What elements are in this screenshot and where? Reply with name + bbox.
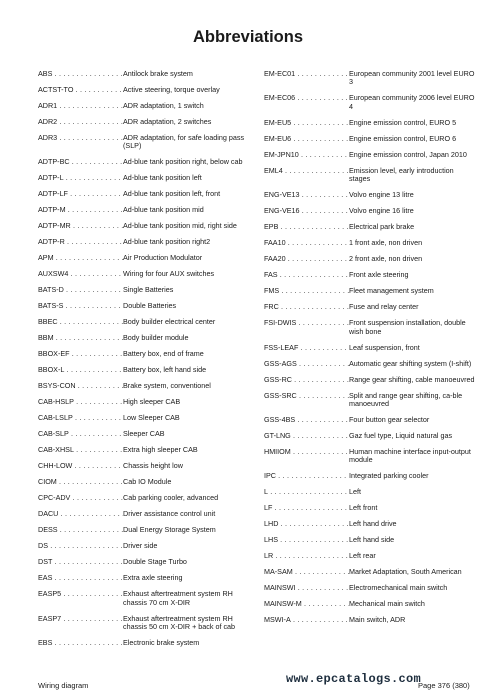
abbreviation-entry — [38, 446, 253, 454]
abbreviation-description: European community 2001 level EURO 3 — [349, 69, 475, 87]
abbreviation-description: Automatic gear shifting system (I-shift) — [349, 358, 472, 368]
abbreviation-entry — [38, 222, 253, 230]
abbreviation-entry — [38, 526, 253, 534]
abbreviation-description: Gaz fuel type, Liquid natural gas — [349, 431, 453, 441]
footer-document-title: Wiring diagram — [38, 681, 89, 690]
abbreviation-code: BBM . . . — [38, 334, 123, 342]
abbreviation-description: Left rear — [349, 551, 376, 561]
abbreviation-entry — [38, 510, 253, 518]
abbreviation-entry — [264, 167, 476, 184]
abbreviation-entry — [264, 488, 476, 496]
abbreviation-description: Electronic brake system — [123, 638, 200, 648]
abbreviation-code: EM-EU5 . . . — [264, 119, 349, 127]
abbreviation-entry — [264, 151, 476, 159]
abbreviation-entry — [264, 119, 476, 127]
abbreviation-code: CAB-LSLP . . . — [38, 414, 123, 422]
abbreviation-code: EM-EU6 . . . — [264, 135, 349, 143]
abbreviation-code: LR . . . — [264, 552, 349, 560]
abbreviation-entry — [38, 414, 253, 422]
abbreviation-description: ADR adaptation, 2 switches — [123, 117, 212, 126]
abbreviation-description: Engine emission control, EURO 6 — [349, 133, 457, 143]
abbreviation-code: FAA10 . . . — [264, 239, 349, 247]
abbreviation-description: Left — [349, 487, 361, 497]
abbreviation-code: CIOM . . . — [38, 478, 123, 486]
abbreviation-code: GSS-SRC . . . — [264, 392, 349, 400]
abbreviation-description: Cab IO Module — [123, 477, 172, 487]
abbreviation-code: FSS-LEAF . . . — [264, 344, 349, 352]
abbreviation-entry — [38, 478, 253, 486]
abbreviation-code: ADTP-MR . . . — [38, 222, 123, 230]
abbreviation-code: ADTP-R . . . — [38, 238, 123, 246]
abbreviation-description: Human machine interface input-output module — [349, 447, 471, 465]
abbreviation-entry — [38, 430, 253, 438]
abbreviation-code: BSYS-CON . . . — [38, 382, 123, 390]
abbreviation-entry — [264, 271, 476, 279]
abbreviation-description: Volvo engine 13 litre — [349, 190, 414, 200]
abbreviation-code: BATS-S . . . — [38, 302, 123, 310]
abbreviation-description: Body builder module — [123, 333, 189, 343]
abbreviation-entry — [264, 94, 476, 111]
abbreviation-entry — [38, 270, 253, 278]
abbreviation-entry — [38, 102, 253, 110]
abbreviation-entry — [264, 616, 476, 624]
abbreviation-description: Emission level, early introduction stages — [349, 165, 454, 184]
abbreviation-code: EBS . . . — [38, 639, 123, 647]
abbreviation-description: Ad-blue tank position right, below cab — [123, 157, 243, 167]
abbreviation-description: ADR adaptation, for safe loading pass (SLP) — [123, 133, 245, 151]
abbreviation-description: Sleeper CAB — [123, 429, 165, 439]
abbreviation-description: Ad-blue tank position mid, right side — [123, 221, 237, 231]
page-title: Abbreviations — [192, 28, 304, 46]
abbreviation-description: Leaf suspension, front — [349, 342, 420, 352]
abbreviation-code: APM . . . — [38, 254, 123, 262]
abbreviation-entry — [38, 639, 253, 647]
abbreviation-entry — [38, 86, 253, 94]
abbreviation-code: MSWI-A . . . — [264, 616, 349, 624]
abbreviation-entry — [264, 191, 476, 199]
abbreviation-entry — [38, 350, 253, 358]
right-column — [264, 70, 476, 632]
abbreviation-description: Left front — [349, 503, 378, 513]
abbreviation-description: Extra axle steering — [123, 573, 183, 583]
abbreviation-description: Ad-blue tank position mid — [123, 205, 204, 215]
abbreviation-code: GSS-AGS . . . — [264, 360, 349, 368]
abbreviation-code: ADR2 . . . — [38, 118, 123, 126]
abbreviation-code: CPC-ADV . . . — [38, 494, 123, 502]
abbreviation-entry — [264, 392, 476, 409]
abbreviation-code: LHD . . . — [264, 520, 349, 528]
abbreviation-description: Wiring for four AUX switches — [123, 269, 215, 279]
abbreviation-entry — [264, 552, 476, 560]
abbreviation-code: MAINSWI . . . — [264, 584, 349, 592]
abbreviation-entry — [264, 584, 476, 592]
abbreviation-entry — [38, 134, 253, 151]
abbreviation-description: 2 front axle, non driven — [349, 254, 423, 264]
abbreviation-description: Engine emission control, EURO 5 — [349, 117, 457, 127]
abbreviation-entry — [38, 158, 253, 166]
abbreviation-code: FMS . . . — [264, 287, 349, 295]
abbreviation-description: Cab parking cooler, advanced — [123, 493, 219, 503]
abbreviation-code: LHS . . . — [264, 536, 349, 544]
abbreviation-description: Double Batteries — [123, 301, 177, 311]
abbreviation-code: ADR1 . . . — [38, 102, 123, 110]
abbreviation-code: ABS . . . — [38, 70, 123, 78]
abbreviation-code: BBOX-L . . . — [38, 366, 123, 374]
abbreviation-code: BBEC . . . — [38, 318, 123, 326]
abbreviation-description: Driver side — [123, 541, 158, 551]
abbreviation-description: Electromechanical main switch — [349, 583, 448, 593]
abbreviation-code: EML4 . . . — [264, 167, 349, 175]
abbreviation-code: GSS-RC . . . — [264, 376, 349, 384]
abbreviation-entry — [264, 303, 476, 311]
abbreviation-entry — [38, 382, 253, 390]
abbreviation-entry — [38, 574, 253, 582]
abbreviation-code: EPB . . . — [264, 223, 349, 231]
abbreviation-entry — [38, 190, 253, 198]
abbreviation-code: DST . . . — [38, 558, 123, 566]
abbreviation-description: Volvo engine 16 litre — [349, 206, 414, 216]
abbreviation-code: FRC . . . — [264, 303, 349, 311]
abbreviation-description: Left hand side — [349, 535, 395, 545]
abbreviation-code: EASP7 . . . — [38, 615, 123, 623]
abbreviation-entry — [38, 398, 253, 406]
abbreviation-description: Main switch, ADR — [349, 615, 406, 625]
abbreviation-description: Left hand drive — [349, 519, 397, 529]
abbreviation-code: FAA20 . . . — [264, 255, 349, 263]
abbreviation-description: Ad-blue tank position left — [123, 173, 202, 183]
abbreviation-code: DS . . . — [38, 542, 123, 550]
abbreviation-code: EM-EC06 . . . — [264, 94, 349, 102]
abbreviation-entry — [38, 206, 253, 214]
abbreviation-entry — [38, 286, 253, 294]
abbreviation-code: ADR3 . . . — [38, 134, 123, 142]
abbreviation-entry — [264, 135, 476, 143]
abbreviation-description: Electrical park brake — [349, 222, 415, 232]
abbreviation-code: ENG-VE16 . . . — [264, 207, 349, 215]
abbreviation-description: 1 front axle, non driven — [349, 238, 423, 248]
abbreviation-code: GSS-4BS . . . — [264, 416, 349, 424]
abbreviation-entry — [264, 520, 476, 528]
abbreviation-code: EM-EC01 . . . — [264, 70, 349, 78]
abbreviation-entry — [38, 542, 253, 550]
abbreviation-description: Battery box, left hand side — [123, 365, 207, 375]
abbreviation-entry — [264, 207, 476, 215]
abbreviation-code: FSI-DWIS . . . — [264, 319, 349, 327]
abbreviation-description: Fuse and relay center — [349, 302, 419, 312]
abbreviation-description: Engine emission control, Japan 2010 — [349, 149, 467, 159]
abbreviation-entry — [264, 600, 476, 608]
abbreviation-description: Front axle steering — [349, 270, 409, 280]
abbreviation-description: Chassis height low — [123, 461, 183, 471]
abbreviation-description: Fleet management system — [349, 286, 434, 296]
abbreviation-code: AUXSW4 . . . — [38, 270, 123, 278]
abbreviation-entry — [264, 239, 476, 247]
abbreviation-description: Range gear shifting, cable manoeuvred — [349, 374, 475, 384]
abbreviation-description: Battery box, end of frame — [123, 349, 204, 359]
abbreviation-entry — [38, 462, 253, 470]
abbreviation-description: Air Production Modulator — [123, 253, 203, 263]
abbreviation-entry — [264, 448, 476, 465]
abbreviation-code: HMIIOM . . . — [264, 448, 349, 456]
abbreviation-code: EASP5 . . . — [38, 590, 123, 598]
abbreviation-description: High sleeper CAB — [123, 397, 181, 407]
abbreviation-entry — [264, 223, 476, 231]
abbreviation-code: ENG-VE13 . . . — [264, 191, 349, 199]
abbreviation-code: MAINSW-M . . . — [264, 600, 349, 608]
abbreviation-description: Exhaust aftertreatment system RH chassis 50 cm X-DIR + back of cab — [123, 613, 236, 632]
abbreviation-entry — [38, 174, 253, 182]
abbreviation-entry — [38, 366, 253, 374]
abbreviation-description: ADR adaptation, 1 switch — [123, 101, 204, 110]
left-column — [38, 70, 253, 655]
abbreviation-description: Driver assistance control unit — [123, 509, 216, 519]
abbreviation-code: EAS . . . — [38, 574, 123, 582]
abbreviation-description: Antilock brake system — [123, 69, 193, 78]
abbreviation-code: EM-JPN10 . . . — [264, 151, 349, 159]
abbreviation-code: L . . . — [264, 488, 349, 496]
abbreviation-entry — [264, 432, 476, 440]
abbreviation-code: CHH-LOW . . . — [38, 462, 123, 470]
abbreviation-entry — [38, 238, 253, 246]
abbreviation-entry — [264, 255, 476, 263]
abbreviation-entry — [264, 416, 476, 424]
abbreviation-description: Ad-blue tank position left, front — [123, 189, 221, 199]
abbreviation-code: DACU . . . — [38, 510, 123, 518]
abbreviation-code: IPC . . . — [264, 472, 349, 480]
abbreviation-code: ADTP-BC . . . — [38, 158, 123, 166]
abbreviation-description: Double Stage Turbo — [123, 557, 187, 567]
abbreviation-entry — [38, 494, 253, 502]
abbreviation-code: DESS . . . — [38, 526, 123, 534]
abbreviation-code: ADTP-LF . . . — [38, 190, 123, 198]
abbreviation-entry — [264, 344, 476, 352]
abbreviation-entry — [38, 590, 253, 607]
abbreviation-entry — [38, 302, 253, 310]
abbreviation-entry — [264, 319, 476, 336]
abbreviation-code: CAB-HSLP . . . — [38, 398, 123, 406]
abbreviation-entry — [38, 615, 253, 632]
abbreviation-description: European community 2006 level EURO 4 — [349, 93, 475, 111]
abbreviation-code: BBOX-EF . . . — [38, 350, 123, 358]
abbreviation-description: Market Adaptation, South American — [349, 567, 462, 577]
abbreviation-entry — [38, 70, 253, 78]
abbreviation-description: Ad-blue tank position right2 — [123, 237, 211, 247]
abbreviation-description: Single Batteries — [123, 285, 174, 295]
abbreviation-entry — [264, 536, 476, 544]
abbreviation-code: ADTP-M . . . — [38, 206, 123, 214]
abbreviation-entry — [38, 558, 253, 566]
abbreviation-entry — [264, 568, 476, 576]
abbreviation-description: Mechanical main switch — [349, 599, 425, 609]
abbreviation-entry — [38, 118, 253, 126]
abbreviation-code: MA-SAM . . . — [264, 568, 349, 576]
abbreviation-description: Exhaust aftertreatment system RH chassis 70 cm X-DIR — [123, 589, 233, 607]
abbreviation-description: Low Sleeper CAB — [123, 413, 180, 423]
abbreviation-entry — [38, 318, 253, 326]
abbreviation-code: LF . . . — [264, 504, 349, 512]
abbreviation-description: Dual Energy Storage System — [123, 525, 216, 535]
abbreviation-description: Front suspension installation, double wish bone — [349, 318, 466, 336]
abbreviation-description: Extra high sleeper CAB — [123, 445, 198, 455]
abbreviation-entry — [38, 254, 253, 262]
abbreviation-entry — [264, 287, 476, 295]
watermark: www.epcatalogs.com — [286, 672, 422, 686]
abbreviation-description: Active steering, torque overlay — [123, 85, 220, 94]
abbreviation-code: ADTP-L . . . — [38, 174, 123, 182]
abbreviation-description: Body builder electrical center — [123, 317, 216, 327]
abbreviation-entry — [264, 472, 476, 480]
page-number: Page 376 (380) — [418, 681, 470, 690]
abbreviation-description: Brake system, conventionel — [123, 381, 211, 391]
abbreviation-description: Integrated parking cooler — [349, 471, 429, 481]
abbreviation-description: Split and range gear shifting, ca-ble manoeuvred — [349, 390, 463, 409]
abbreviation-entry — [38, 334, 253, 342]
abbreviation-code: GT-LNG . . . — [264, 432, 349, 440]
abbreviation-description: Four button gear selector — [349, 415, 430, 425]
abbreviation-entry — [264, 376, 476, 384]
abbreviation-code: CAB-SLP . . . — [38, 430, 123, 438]
abbreviation-code: FAS . . . — [264, 271, 349, 279]
abbreviation-entry — [264, 70, 476, 87]
abbreviation-code: BATS-D . . . — [38, 286, 123, 294]
abbreviation-code: ACTST-TO . . . — [38, 86, 123, 94]
abbreviation-entry — [264, 504, 476, 512]
abbreviation-entry — [264, 360, 476, 368]
abbreviation-code: CAB-XHSL . . . — [38, 446, 123, 454]
